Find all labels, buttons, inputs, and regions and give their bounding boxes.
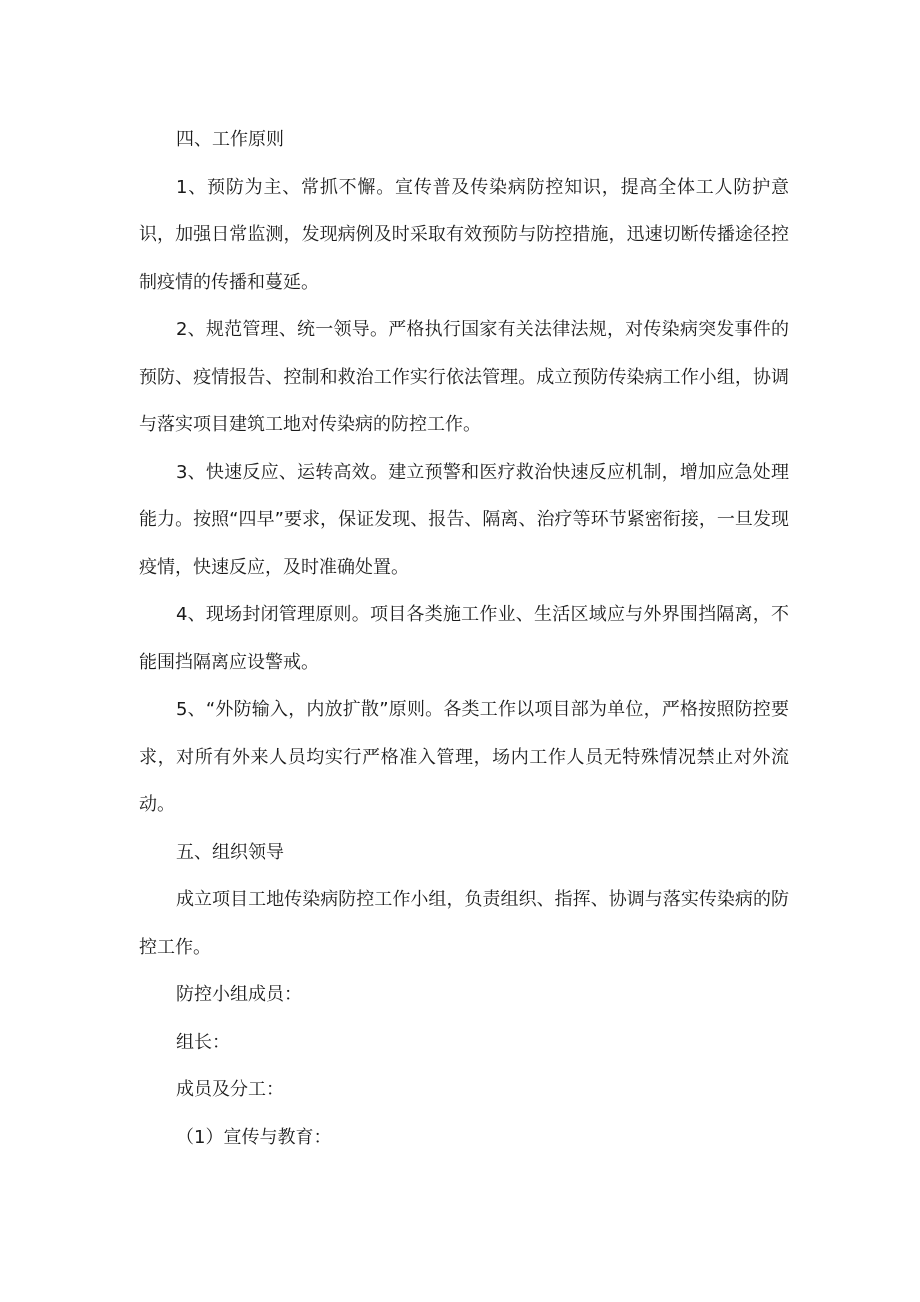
- section-heading-principles: 四、工作原则: [176, 129, 284, 150]
- members-division-label: 成员及分工：: [176, 1079, 284, 1100]
- group-leader-label: 组长：: [176, 1031, 230, 1053]
- section-heading-leadership: 五、组织领导: [176, 841, 284, 863]
- principle-paragraph-5: 5、“外防输入，内放扩散”原则。各类工作以项目部为单位，严格按照防控要求，对所有外来人员均实行严格准入管理，场内工作人员无特殊情况禁止对外流动。: [139, 699, 789, 815]
- leadership-paragraph: 成立项目工地传染病防控工作小组，负责组织、指挥、协调与落实传染病的防控工作。: [139, 889, 789, 958]
- publicity-education-label: （1）宣传与教育：: [176, 1126, 332, 1148]
- principle-paragraph-3: 3、快速反应、运转高效。建立预警和医疗救治快速反应机制，增加应急处理能力。按照“四早”要求，保证发现、报告、隔离、治疗等环节紧密衔接，一旦发现疫情，快速反应，及时准确处置。: [139, 461, 789, 578]
- principle-paragraph-1: 1、预防为主、常抓不懈。宣传普及传染病防控知识，提高全体工人防护意识，加强日常监测，发现病例及时采取有效预防与防控措施，迅速切断传播途径控制疫情的传播和蔓延。: [139, 176, 789, 293]
- principle-paragraph-2: 2、规范管理、统一领导。严格执行国家有关法律法规，对传染病突发事件的预防、疫情报告、控制和救治工作实行依法管理。成立预防传染病工作小组，协调与落实项目建筑工地对传染病的防控工作。: [139, 319, 789, 435]
- group-members-label: 防控小组成员：: [176, 984, 302, 1005]
- document-page: [139, 116, 789, 1161]
- principle-paragraph-4: 4、现场封闭管理原则。项目各类施工作业、生活区域应与外界围挡隔离，不能围挡隔离应设警戒。: [139, 604, 789, 673]
